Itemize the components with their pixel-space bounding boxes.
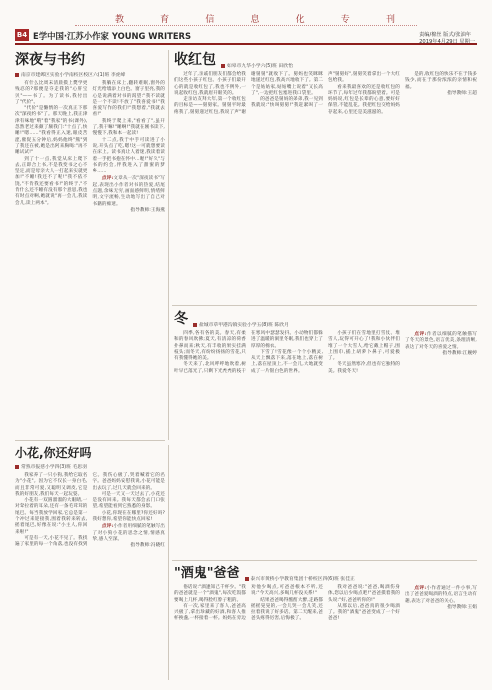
- article-title: 收红包: [174, 52, 216, 68]
- article-red-envelope: [174, 51, 477, 297]
- article-late-night-reading: [15, 51, 165, 426]
- column-divider: [168, 445, 169, 680]
- teacher-comment: 点评:小作者用细腻的笔触写出了对小狗小花的思念之情,情感真挚,感人至深。: [92, 523, 165, 542]
- section-divider: [172, 560, 477, 561]
- school-icon: [15, 73, 19, 77]
- header-meta: [419, 31, 475, 45]
- article-little-flower: [15, 445, 165, 681]
- teacher-signature: 指导教师:王海燕: [130, 207, 165, 213]
- issue-date: 2019年4月29日 星期一: [419, 39, 475, 45]
- section-divider: [15, 440, 165, 441]
- article-body: 有什么比周末清晨摸上樊学更残忍的?那便是夺走我的"心肝宝贝"——书了。为了读书,我付出了"代价"。 "代价"是懒惰的一次真正下那次"深夜约书"了。那天晚上,我正津津有味地"啃"着"我家"的书(课外),忽然老过来颇了颇我门:"十点了,快睡!"嗯……"我看得正入迷,眼皮苦涩,催促五分钟后,妈妈他终"熊"到了我还在被,她是出阿来胸喝:"再不睡试试!" 到了十一点,我觉从床上爬下去,正即合上书,不是我变书之心不坚定,而是母亲大人一打起来实就更加!"不睡!我还不了呢!"我不依不饶,"不肯我还要看书!"的终于,"不肯什么还不睡有没有那个意思,我也有时点对啊,她就说"再一会儿,我读会儿,读上两本"。 我躺在床上,翻转难眠,窗外的灯光给墙添上白色。窗子里亮,我的心是说满着对书的渴望:"我不读就是一个不读!不放了"我喜爱书!"我喜爱写作的我们!"我想着,"我就去看!" 我终于爬上来,"看看了",虽开了,我干嘛!"睡啊!"我就在刚书读下,慢慢下,我和本一起读! 十二点,我于中手可读进了小说,开头点了吃,嗯!这一可就想要读在床上。读书真让人着迷,我读着读着一手把书抱在怀中…喔!"好久"与书的约会,伴我进入了甜蜜的梦乡…… 点评:文章从一次"深夜读书"写起,表现出小作者对书的热爱,结尾点题,余味无穷,画面感鲜明,情绪鲜明,文字流畅,生动地写出了自己对书籍的痴迷。 指导教师:王海燕: [15, 81, 165, 213]
- column-divider: [168, 50, 169, 440]
- article-winter: [174, 310, 477, 553]
- teacher-signature: 指导教师:王超: [447, 90, 477, 96]
- article-byline: 常熟市报慈小学四(3)班 毛思羽: [15, 463, 165, 470]
- article-drunk-dad: [174, 565, 477, 683]
- article-byline: 盐城市草甲港沟镇实验小学五(8)班 陈欣月: [193, 321, 289, 328]
- article-body: 四季,各有各的美。春天,有柔和的春风吹拂;夏天,有清凉的荷香扑鼻而来;秋天,有丰收的果实挂满枝头;而冬天,有纷纷扬扬的雪花,只有我懂得她的美。 冬天来了,北风呼呼地吹着,树叶早已落光了,只剩下光秃秃的枝干在寒风中瑟瑟发抖。小动物们都躲进了温暖的洞里冬眠,我们也穿上了厚厚的棉衣。 下雪了!雪花像一个个小精灵,从天上飘落下来,落在地上,落在树上,落在屋顶上,不一会儿,大地就变成了一片银白色的世界。 小孩子们在雪地里打雪仗、堆雪人,玩得可开心了!我和小伙伴们堆了一个大雪人,给它戴上帽子,围上围巾,插上胡萝卜鼻子,可爱极了。 冬天虽然寒冷,但也有它独特的美。我爱冬天! 点评:作者以细腻的笔触描写了冬天的景色,语言优美,条理清晰,表达了对冬天的喜爱之情。 指导教师:江婉婷: [174, 331, 477, 374]
- school-icon: [193, 323, 197, 327]
- article-body: 俗话说:"酒逢知己千杯少。"我的爸爸就是一个"酒鬼",每次吃饭都要喝上几杯,喝得脸红脖子粗的。 有一次,家里来了客人,爸爸高兴极了,拿出珍藏的好酒,和客人推杯换盏,一杯接着一杯。妈妈在旁边劝他少喝点,可爸爸根本不听,还说:"今天高兴,多喝几杯没关系!" 结果爸爸喝得酩酊大醉,走路都摇摇晃晃的,一会儿哭一会儿笑,还拉着我说了好多话。第二天醒来,爸爸头疼得厉害,后悔极了。 我对爸爸说:"爸爸,喝酒伤身体,您以后少喝点吧!"爸爸摸着我的头说:"好,爸爸听你的!" 从那以后,爸爸真的很少喝酒了。我的"酒鬼"爸爸变成了一个好爸爸! 点评:小作者通过一件小事,写出了爸爸爱喝酒的特点,语言生动有趣,表达了对爸爸的关心。 指导教师:王娟: [174, 585, 477, 622]
- editor-label: 责编/棉丝: [419, 32, 442, 38]
- article-byline: 泰兴市黄桥小学教育集团十桥校区四(6)班 张佳正: [245, 575, 355, 582]
- page-header: [15, 29, 477, 45]
- paper-title: E学中国·江苏小作家 YOUNG WRITERS: [33, 31, 192, 41]
- article-body: 过年了,亲戚们朋友们都会给我们这些小孩子红包。小孩子们最开心的就是收红包了,我也不例外,一说起收红包,我就眉开眼笑的。 走亲访友拜大年,第一个收红包的目标是——舅舅家。舅舅平时最疼我了,舅舅递过红包,我说了声"谢谢舅舅"就收下了。舅妈也笑眯眯地递过红包,我高兴地收下了。第二个是姑姑家,姑姑嘴上说着"又长高了",一边把红包塞进我口袋里。 的爸爸是舅妈的弟弟,我一见到我就说:"快叫舅舅!"我赶紧叫了一声"舅舅好",舅舅笑着拿出一个大红包给我。 看来我最喜欢的还是收红包的环节了,每年过年我都盼望着。可是妈妈说,红包是长辈的心意,要好好保管,不能乱花。我把红包交给妈妈存起来,心里还是美滋滋的。 是的,收红包的快乐不在于钱多钱少,而在于那份浓浓的亲情和祝福。 指导教师:王超: [174, 72, 477, 115]
- article-title: 小花,你还好吗: [15, 446, 92, 460]
- teacher-signature: 指导教师:冯晓红: [130, 543, 165, 549]
- teacher-signature: 指导教师:江婉婷: [442, 350, 477, 356]
- teacher-signature: 指导教师:王娟: [447, 604, 477, 610]
- school-icon: [221, 64, 225, 68]
- teacher-comment: 点评:文章从一次"深夜读书"写起,表现出小作者对书的热爱,结尾点题,余味无穷,画面感鲜明,情绪鲜明,文字流畅,生动地写出了自己对书籍的痴迷。: [92, 175, 165, 207]
- banner-divider: [75, 25, 417, 26]
- banner: [15, 10, 477, 28]
- school-icon: [245, 577, 249, 581]
- school-icon: [15, 465, 19, 469]
- article-title: 深夜与书约: [15, 52, 85, 68]
- article-title: "酒鬼"爸爸: [174, 566, 240, 581]
- teacher-comment: 点评:作者以细腻的笔触描写了冬天的景色,语言优美,条理清晰,表达了对冬天的喜爱之情。: [405, 331, 477, 350]
- article-byline: 如皋市九华小学六(5)班 田欣怡: [221, 62, 293, 69]
- section-divider: [172, 305, 477, 306]
- designer-label: 版式/张油年: [443, 32, 471, 38]
- article-title: 冬: [174, 311, 188, 327]
- page-number-badge: B4: [16, 31, 28, 39]
- teacher-comment: 点评:小作者通过一件小事,写出了爸爸爱喝酒的特点,语言生动有趣,表达了对爸爸的关心。: [405, 585, 477, 604]
- article-byline: 南京市建邺区实验小学南校区校区六(1)班 李虎峰: [15, 71, 165, 78]
- article-body: 我家养了一只小狗,我给它取名为"小花"。因为它不仅长一身白毛,而且非常可爱,又聪明又调皮,它是我的好朋友,我们每天一起玩耍。 小花有一双圆溜溜的大眼睛,一对耷拉着的耳朵,还有一条毛茸茸的尾巴。每当我放学回家,它总是第一个冲过来迎接我,围着我转来转去,摇着尾巴,好像在说:"小主人,你回来啦!" 可是有一天,小花不见了。我找遍了家里的每一个角落,也没有找到它。我伤心极了,哭着喊着它的名字。爸爸妈妈安慰我说,小花可能是出去玩了,过几天就会回来的。 可是一天又一天过去了,小花还是没有回来。我每天都会去门口张望,希望能看到它熟悉的身影。 小花,你现在在哪里?你还好吗?我好想你,希望你能快点回家! 点评:小作者用细腻的笔触写出了对小狗小花的思念之情,情感真挚,感人至深。 指导教师:冯晓红: [15, 473, 165, 549]
- banner-title: 教 育 信 息 化 专 刊: [115, 15, 395, 25]
